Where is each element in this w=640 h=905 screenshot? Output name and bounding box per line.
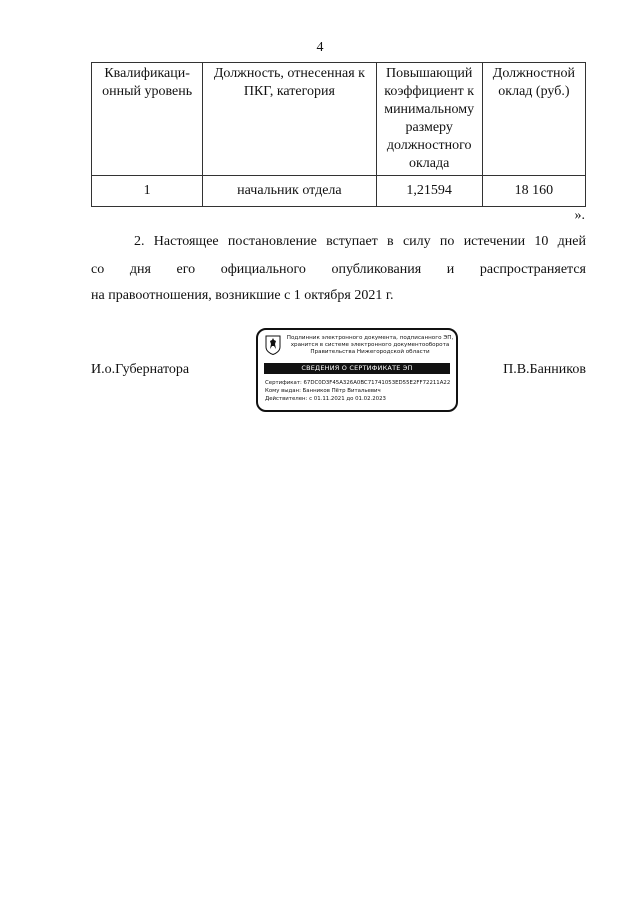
table-cell-position: начальник отдела — [203, 176, 376, 207]
table-header-coefficient: Повышающий коэффициент к минимальному размеру должностного оклада — [376, 63, 482, 176]
paragraph-line-1: 2. Настоящее постановление вступает в силу по истечении 10 дней — [134, 234, 586, 249]
stamp-header-line: хранится в системе электронного документооборота — [290, 342, 450, 348]
stamp-certificate: Сертификат: 67DC0D3F45A326A0BC71741053ED55E2FF72211A22 — [265, 380, 451, 386]
table-header-salary: Должностной оклад (руб.) — [482, 63, 585, 176]
stamp-details — [265, 379, 455, 403]
electronic-signature-stamp — [256, 328, 458, 412]
table-cell-level: 1 — [92, 176, 203, 207]
stamp-issued-to: Кому выдан: Банников Пётр Витальевич — [265, 388, 381, 394]
paragraph-line-2: со дня его официального опубликования и распространяется — [91, 262, 586, 277]
table-header-row — [92, 63, 586, 176]
table-cell-salary: 18 160 — [482, 176, 585, 207]
closing-quote: ». — [574, 208, 585, 223]
table-row — [92, 176, 586, 207]
stamp-title: СВЕДЕНИЯ О СЕРТИФИКАТЕ ЭП — [264, 363, 450, 374]
signatory-name: П.В.Банников — [503, 362, 586, 377]
stamp-header-line: Правительства Нижегородской области — [310, 349, 430, 355]
coat-of-arms-icon — [265, 335, 281, 355]
table-header-qualification-level: Квалификаци-онный уровень — [92, 63, 203, 176]
page-number: 4 — [316, 40, 324, 55]
table-header-position: Должность, отнесенная к ПКГ, категория — [203, 63, 376, 176]
stamp-validity: Действителен: с 01.11.2021 до 01.02.2023 — [265, 396, 386, 402]
signatory-position: И.о.Губернатора — [91, 362, 190, 377]
salary-table — [91, 62, 586, 207]
table-cell-coefficient: 1,21594 — [376, 176, 482, 207]
stamp-header — [285, 335, 455, 356]
stamp-header-line: Подлинник электронного документа, подписанного ЭП, — [286, 335, 454, 341]
paragraph-line-3: на правоотношения, возникшие с 1 октября 2021 г. — [91, 288, 394, 303]
